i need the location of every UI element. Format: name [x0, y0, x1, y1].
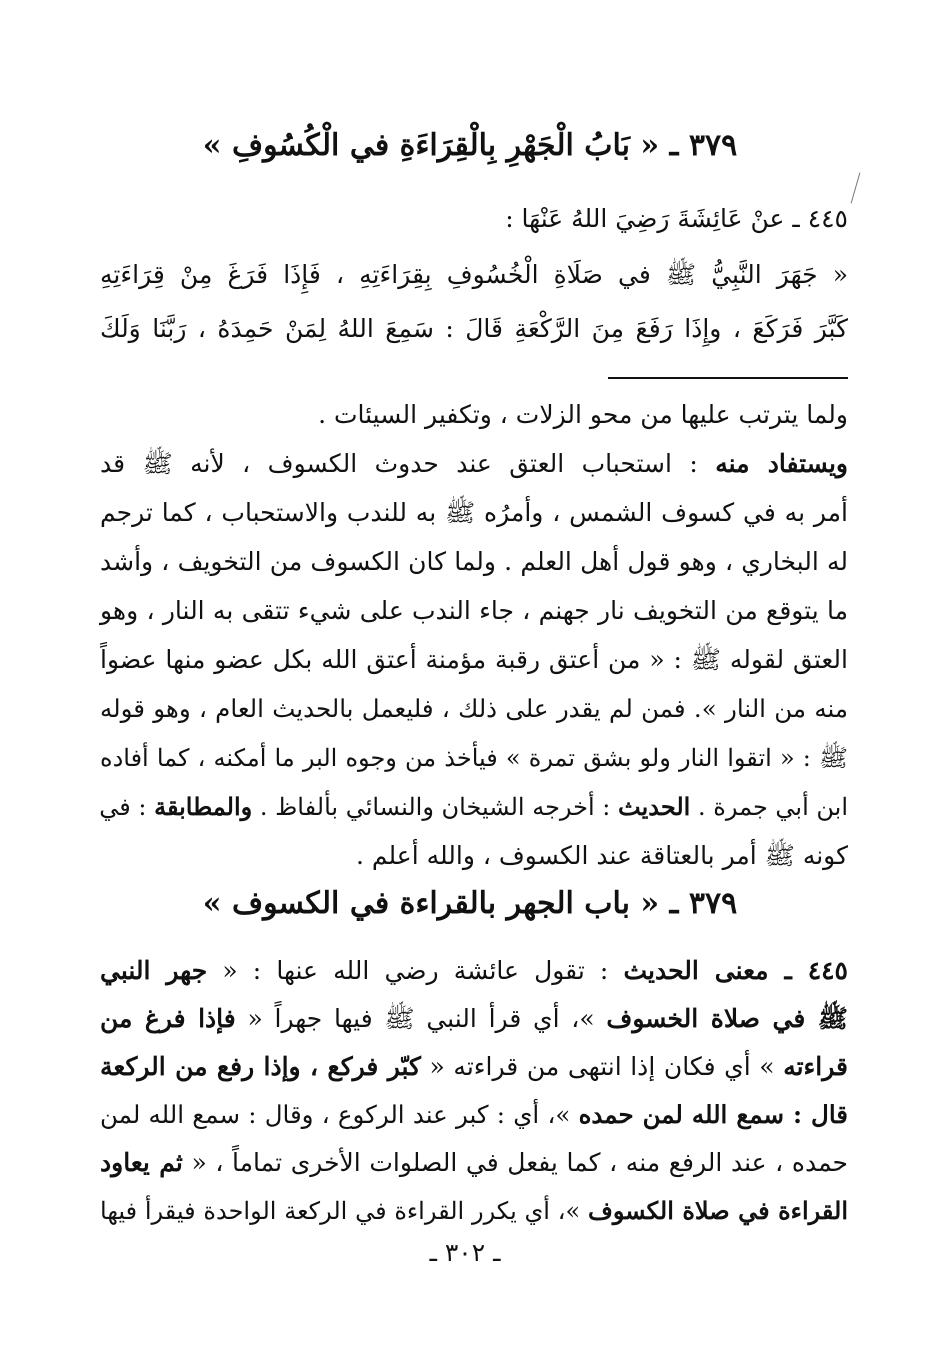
- text-run: : تقول عائشة رضي الله عنها : «: [207, 956, 624, 985]
- hadith-text-line: « جَهَرَ النَّبِيُّ ﷺ في صَلَاةِ الْخُسُوفِ بِقِرَاءَتِهِ ، فَإِذَا فَرَغَ مِنْ قِرَاءَتِهِ: [100, 260, 848, 289]
- hadith-text-line: كَبَّرَ فَرَكَعَ ، وإِذَا رَفَعَ مِنَ الرَّكْعَةِ قَالَ : سَمِعَ اللهُ لِمَنْ حَمِدَهُ ، رَبَّنَا وَلَكَ: [100, 314, 848, 343]
- commentary-line: ما يتوقع من التخويف نار جهنم ، جاء الندب على شيء تتقى به النار ، وهو: [100, 596, 848, 625]
- bold-phrase: ﷺ في صلاة الخسوف: [606, 1004, 848, 1033]
- commentary-line: ولما يترتب عليها من محو الزلات ، وتكفير السيئات .: [318, 400, 848, 429]
- commentary-line: [100, 996, 848, 1042]
- commentary-heading: ٣٧٩ ـ « باب الجهر بالقراءة في الكسوف »: [202, 886, 738, 921]
- bold-phrase: الحديث: [618, 792, 691, 821]
- commentary-line: كونه ﷺ أمر بالعتاقة عند الكسوف ، والله أعلم .: [356, 841, 848, 870]
- text-run: : أخرجه الشيخان والنسائي بألفاظ .: [252, 793, 619, 821]
- text-run: »، أي يكرر القراءة في الركعة الواحدة فيقرأ فيها: [100, 1197, 588, 1225]
- text-run: »، أي قرأ النبي ﷺ فيها جهراً «: [235, 1004, 607, 1033]
- bold-phrase: كبّر فركع ، وإذا رفع من الركعة: [100, 1052, 421, 1081]
- commentary-line: منه من النار ». فمن لم يقدر على ذلك ، فليعمل بالحديث العام ، وهو قوله: [100, 694, 848, 723]
- commentary-line: [100, 784, 848, 830]
- footnote-separator: [608, 377, 848, 379]
- text-run: حمده ، عند الرفع منه ، كما يفعل في الصلوات الأخرى تماماً ، «: [182, 1148, 848, 1177]
- bold-phrase: فإذا فرغ من: [100, 1004, 236, 1033]
- commentary-line: ﷺ : « اتقوا النار ولو بشق تمرة » فيأخذ من وجوه البر ما أمكنه ، كما أفاده: [100, 744, 848, 772]
- commentary-line: له البخاري ، وهو قول أهل العلم . ولما كان الكسوف من التخويف ، وأشد: [100, 547, 848, 576]
- commentary-line: [100, 1140, 848, 1186]
- bold-phrase: ٤٤٥ ـ معنى الحديث: [623, 956, 848, 985]
- commentary-line: [100, 441, 848, 487]
- commentary-line: العتق لقوله ﷺ : « من أعتق رقبة مؤمنة أعتق الله بكل عضو منها عضواً: [100, 645, 848, 674]
- bold-phrase: ثم يعاود: [100, 1148, 183, 1177]
- bold-phrase: قراءته: [783, 1052, 848, 1081]
- text-run: : في: [99, 793, 155, 821]
- commentary-line: [100, 1188, 848, 1234]
- chapter-heading: ٣٧٩ ـ « بَابُ الْجَهْرِ بِالْقِرَاءَةِ في الْكُسُوفِ »: [202, 128, 738, 163]
- bold-phrase: ويستفاد منه: [715, 449, 848, 478]
- text-run: ابن أبي جمرة .: [690, 793, 848, 821]
- hadith-intro: ٤٤٥ ـ عنْ عَائِشَةَ رَضِيَ اللهُ عَنْهَا :: [505, 204, 848, 233]
- bold-phrase: قال : سمع الله لمن حمده: [578, 1100, 849, 1129]
- commentary-line: [100, 1044, 848, 1090]
- commentary-line: [100, 1092, 848, 1138]
- margin-mark: [851, 172, 861, 203]
- commentary-line: أمر به في كسوف الشمس ، وأمرُه ﷺ به للندب والاستحباب ، كما ترجم: [100, 498, 848, 527]
- bold-phrase: جهر النبي: [100, 956, 208, 985]
- bold-phrase: والمطابقة: [154, 792, 253, 821]
- text-run: : استحباب العتق عند حدوث الكسوف ، لأنه ﷺ قد: [100, 449, 716, 478]
- commentary-line: [100, 948, 848, 994]
- bold-phrase: القراءة في صلاة الكسوف: [587, 1196, 848, 1225]
- text-run: »، أي : كبر عند الركوع ، وقال : سمع الله لمن: [100, 1100, 579, 1129]
- page-number: ـ ٣٠٢ ـ: [429, 1238, 501, 1267]
- text-run: » أي فكان إذا انتهى من قراءته «: [420, 1052, 784, 1081]
